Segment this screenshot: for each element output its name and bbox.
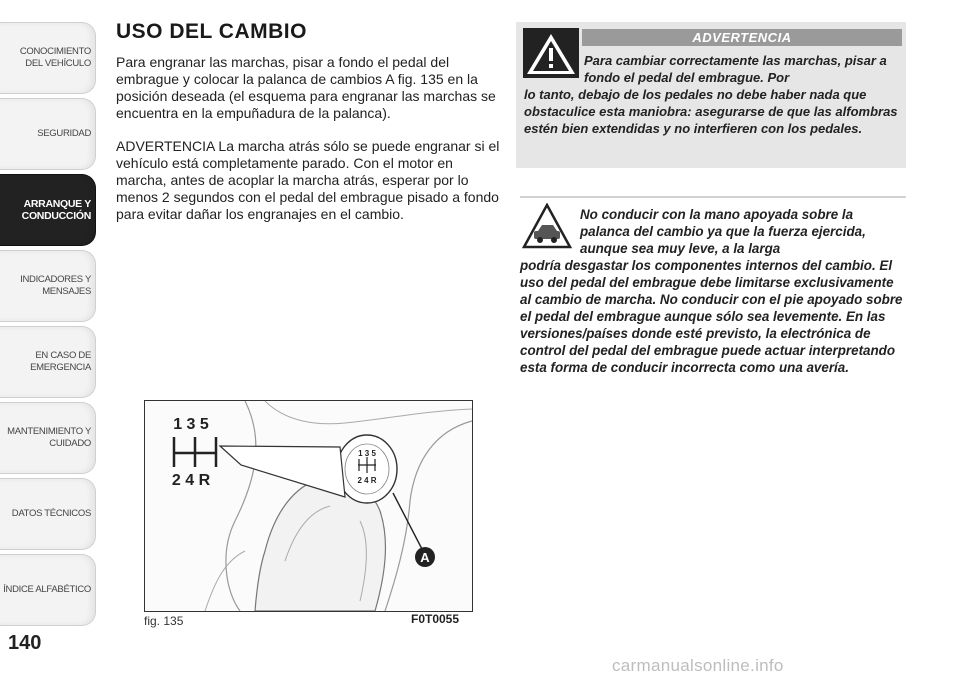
page-number: 140 <box>8 632 42 654</box>
warning-text <box>524 52 900 137</box>
page-title: USO DEL CAMBIO <box>116 20 307 43</box>
warning-lead: Para cambiar correctamente las marchas, pisar a fondo el pedal del embrague. Por <box>584 53 887 85</box>
gear-top-label: 1 3 5 <box>173 416 209 433</box>
warning-body: lo tanto, debajo de los pedales no debe haber nada que obstaculice esta maniobra: asegurarse de que las alfombras estén bien extendidas y no interfieren con los pedales. <box>524 87 898 136</box>
tab-datos-tecnicos[interactable]: DATOS TÉCNICOS <box>0 478 96 550</box>
tab-emergencia[interactable]: EN CASO DE EMERGENCIA <box>0 326 96 398</box>
gear-shift-illustration <box>145 401 472 611</box>
paragraph-1: Para engranar las marchas, pisar a fondo el pedal del embrague y colocar la palanca de cambios A fig. 135 en la posición deseada (el esquema para engranar las marchas se encuentra en la empuñadura de la palanca). <box>116 54 496 121</box>
figure-code: F0T0055 <box>411 612 460 626</box>
caution-text <box>520 206 905 376</box>
figure-caption: fig. 135 <box>144 614 184 628</box>
warning-heading: ADVERTENCIA <box>582 29 902 46</box>
divider <box>520 196 906 198</box>
tab-conocimiento[interactable]: CONOCIMIENTO DEL VEHÍCULO <box>0 22 96 94</box>
caution-body: podría desgastar los componentes internos del cambio. El uso del pedal del embrague debe limitarse exclusivamente al cambio de marcha. No conducir con el pie apoyado sobre el pedal del embrague aunque sólo sea levemente. En las versiones/países donde esté previsto, la electrónica de control del pedal del embrague puede actuar interpretando esta forma de conducir incorrecta como una avería. <box>520 258 903 375</box>
gear-shift-figure <box>144 400 473 612</box>
tab-seguridad[interactable]: SEGURIDAD <box>0 98 96 170</box>
tab-arranque-conduccion[interactable]: ARRANQUE Y CONDUCCIÓN <box>0 174 96 246</box>
tab-indice-alfabetico[interactable]: ÍNDICE ALFABÉTICO <box>0 554 96 626</box>
tab-indicadores[interactable]: INDICADORES Y MENSAJES <box>0 250 96 322</box>
caution-lead: No conducir con la mano apoyada sobre la palanca del cambio ya que la fuerza ejercida, aunque sea muy leve, a la larga <box>580 207 866 256</box>
callout-label: A <box>420 550 430 565</box>
paragraph-2: ADVERTENCIA La marcha atrás sólo se puede engranar si el vehículo está completamente parado. Con el motor en marcha, antes de acoplar la marcha atrás, esperar por lo menos 2 segundos con el pedal del embrague pisado a fondo para evitar dañar los engranajes en el cambio. <box>116 138 500 222</box>
tab-mantenimiento[interactable]: MANTENIMIENTO Y CUIDADO <box>0 402 96 474</box>
knob-bottom-label: 2 4 R <box>357 476 377 485</box>
knob-top-label: 1 3 5 <box>358 449 376 458</box>
gear-bottom-label: 2 4 R <box>171 472 211 489</box>
watermark: carmanualsonline.info <box>612 656 784 675</box>
